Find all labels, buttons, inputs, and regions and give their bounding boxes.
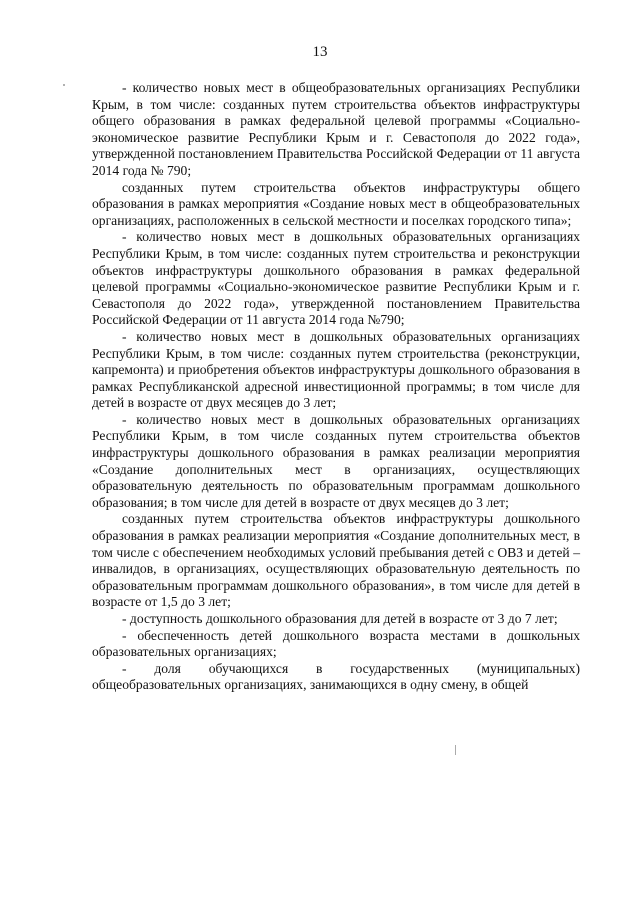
paragraph-6: созданных путем строительства объектов инфраструктуры дошкольного образования в рамках реализации мероприятия «Создание дополнительных мест, в том числе с обеспечением необходимых условий пребывания детей с ОВЗ и детей –инвалидов, в организациях, осуществляющих образовательную деятельность по образовательным программам дошкольного образования», в том числе для детей в возрасте от 1,5 до 3 лет; — [92, 511, 580, 610]
paragraph-4: - количество новых мест в дошкольных образовательных организациях Республики Крым, в том числе: созданных путем строительства (реконструкции, капремонта) и приобретения объектов инфраструктуры дошкольного образования в рамках Республиканской адресной инвестиционной программы; в том числе для детей в возрасте от двух месяцев до 3 лет; — [92, 328, 580, 411]
paragraph-7: - доступность дошкольного образования для детей в возрасте от 3 до 7 лет; — [122, 611, 558, 626]
paragraph-2: созданных путем строительства объектов инфраструктуры общего образования в рамках мероприятия «Создание новых мест в общеобразовательных организациях, расположенных в сельской местности и поселках городского типа»; — [92, 179, 580, 228]
scan-speck — [63, 84, 65, 86]
document-body — [92, 80, 580, 694]
paragraph-5: - количество новых мест в дошкольных образовательных организациях Республики Крым, в том числе созданных путем строительства объектов инфраструктуры дошкольного образования в рамках реализации мероприятия «Создание дополнительных мест в организациях, осуществляющих образовательную деятельность по образовательным программам дошкольного образования; в том числе для детей в возрасте от двух месяцев до 3 лет; — [92, 411, 580, 510]
scan-mark — [455, 745, 456, 755]
paragraph-3: - количество новых мест в дошкольных образовательных организациях Республики Крым, в том числе: созданных путем строительства и реконструкции объектов инфраструктуры дошкольного образования в рамках федеральной целевой программы «Социально-экономическое развитие Республики Крым и г. Севастополя до 2022 года», утвержденной постановлением Правительства Российской Федерации от 11 августа 2014 года №790; — [92, 229, 580, 328]
paragraph-1: - количество новых мест в общеобразовательных организациях Республики Крым, в том числе: созданных путем строительства объектов инфраструктуры общего образования в рамках федеральной целевой программы «Социально-экономическое развитие Республики Крым и г. Севастополя до 2022 года», утвержденной постановлением Правительства Российской Федерации от 11 августа 2014 года № 790; — [92, 80, 580, 178]
paragraph-9: - доля обучающихся в государственных (муниципальных) общеобразовательных организациях, занимающихся в одну смену, в общей — [92, 660, 580, 693]
page-number: 13 — [312, 44, 328, 60]
paragraph-8: - обеспеченность детей дошкольного возраста местами в дошкольных образовательных организациях; — [92, 627, 580, 660]
